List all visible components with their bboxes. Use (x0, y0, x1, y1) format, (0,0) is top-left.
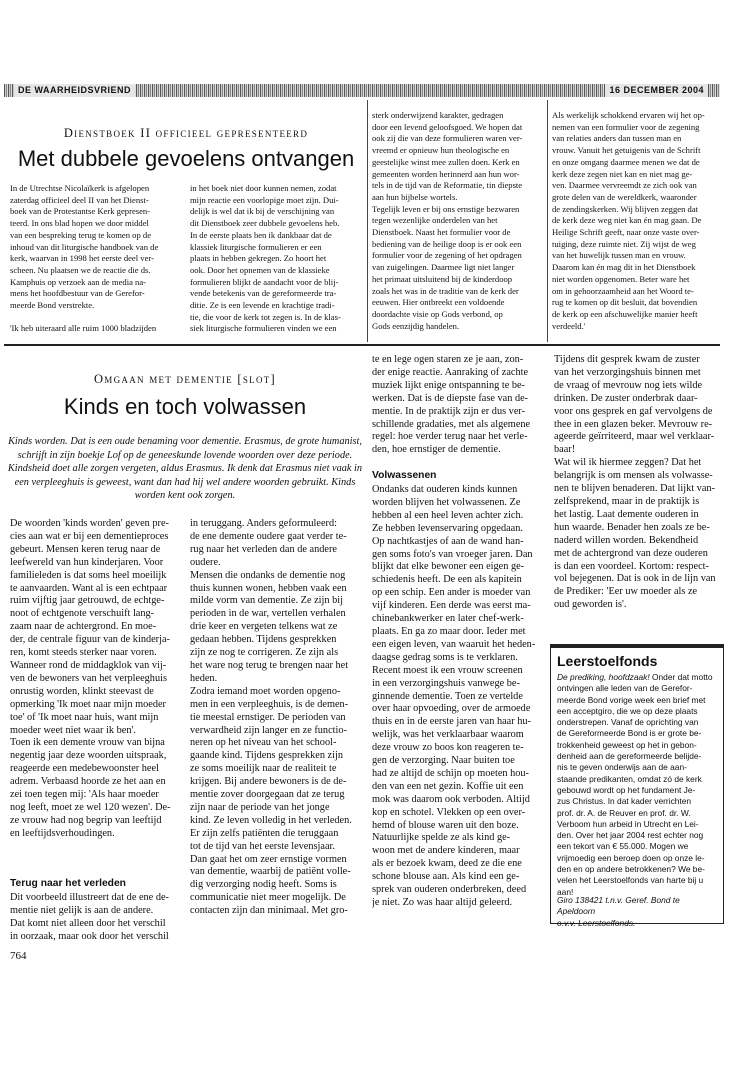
article1-column-3: sterk onderwijzend karakter, gedragen door een levend geloofsgoed. We hopen dat ook zij die van deze formulieren waren ver- vreemd er opnieuw hun theologische en geestelijke winst mee zullen doen. Kerk en gemeenten worden herinnerd aan hun wor- tels in de tijd van de Reformatie, tin diepste aan hun bijbelse wortels. Tegelijk leven er bij ons ernstige bezwaren tegen wezenlijke onderdelen van het Dienstboek. Naast het formulier voor de bediening van de heilige doop is er ook een formulier voor de zegening of het opdragen van zuigelingen. Daarmee ligt niet langer het primaat uitsluitend bij de kinderdoop zoals het was in de traditie van de kerk der eeuwen. Hier ontbreekt een voldoende doordachte visie op Gods verbond, op Gods eenzijdig handelen. (372, 110, 523, 331)
article1-column-2: in het boek niet door kunnen nemen, zodat mijn reactie een voorlopige moet zijn. Dui- delijk is wel dat ik bij de verschijning van dit Dienstboek zeer dubbele gevoelens heb. In de eerste plaats ben ik dankbaar dat de klassiek liturgische formulieren er een plaats in hebben gekregen. Zo hoort het ook. Door het opnemen van de klassieke formulieren blijkt de aandacht voor de blij- vende betekenis van de gereformeerde tra- ditie. Ze is een levende en krachtige tradi- tie, die voor de kerk tot zegen is. In de klas- siek liturgische formulieren vinden we een (190, 183, 341, 334)
article-separator (4, 344, 720, 346)
leerstoelfonds-box (550, 644, 724, 928)
column-divider (367, 100, 368, 342)
column-divider (547, 100, 548, 342)
article2-headline: Kinds en toch volwassen (63, 394, 307, 419)
subhead-volwassenen: Volwassenen (372, 470, 437, 481)
article2-column-1b: Dit voorbeeld illustreert dat de ene de- mentie niet gelijk is aan de andere. Dat komt niet alleen door het verschil in oorzaak, maar ook door het verschil (10, 892, 169, 942)
box-title: Leerstoelfonds (557, 653, 658, 669)
article1-column-1: In de Utrechtse Nicolaïkerk is afgelopen zaterdag officieel deel II van het Dienst- boek van de Protestantse Kerk gepresen- teerd. In ons blad hopen we door middel van een bespreking terug te komen op de inhoud van dit liturgische handboek van de kerk, waarvan in 1998 het eerste deel ver- scheen. Nu plaatsen we de reactie die ds. Kamphuis op verzoek aan de media na- mens het hoofdbestuur van de Gerefor- meerde Bond verstrekte. 'Ik heb uiteraard alle ruim 1000 bladzijden (10, 183, 159, 334)
article2-column-1: De woorden 'kinds worden' geven pre- cies aan wat er bij een dementieproces gebeurt. Mensen keren terug naar de leefwereld van hun kinderjaren. Voor familieleden is dat soms heel moeilijk te aanvaarden. Want al is een echtpaar ruim vijftig jaar getrouwd, de echtge- noot of echtgenote verschuift lang- zaam naar de achtergrond. En moe- der, de centrale figuur van de kinderja- ren, komt steeds sterker naar voren. Wanneer rond de middagklok van vij- ven de bewoners van het verpleeghuis onrustig worden, klinkt steevast de opmerking 'Ik moet naar mijn moeder toe' of 'Ik moet naar huis, want mijn moeder weet niet waar ik ben'. Toen ik een demente vrouw van bijna negentig jaar deze woorden uitspraak, reageerde een medebewoonster heel adrem. Verbaasd hoorde ze het aan en zei toen tegen mij: 'Als haar moeder nog leeft, moet ze wel 120 wezen'. De- ze vrouw had nog begrip van leeftijd en leeftijdsverhoudingen. (10, 518, 171, 839)
article2-kicker: Omgaan met dementie [slot] (93, 372, 276, 386)
issue-date: 16 DECEMBER 2004 (605, 84, 708, 97)
box-lead: De prediking, hoofdzaak! (557, 672, 650, 682)
article2-column-3a: te en lege ogen staren ze je aan, zon- der enige reactie. Aanraking of zachte muziek lijkt enige ontspanning te be- werken. Dat is de diepste fase van de- mentie. In de praktijk zijn er dus ver- schillende gradaties, met als algemene regel: hoe verder terug naar het verle- den, hoe ernstiger de dementie. (372, 354, 531, 456)
box-text: Onder dat motto ontvingen alle leden van de Gerefor- meerde Bond vorige week een brief met een acceptgiro, die we op deze plaats onderstrepen. Vanaf de oprichting van de Gereformeerde Bond is er grote be- trokkenheid geweest op het in gebon- denheid aan de gereformeerde belijde- nis te geven onderwijs aan de aan- staande predikanten, omdat zó de kerk gebouwd wordt op het fundament Je- zus Christus. In dat kader verrichten prof. dr. A. de Reuver en prof. dr. W. Verboom hun arbeid in Utrecht en Lei- den. Over het jaar 2004 rest echter nog een tekort van € 55.000. Mogen we vrijmoedig een beroep doen op onze le- den en op andere betrokkenen? We be- velen het Leerstoelfonds van harte bij u aan! (557, 672, 713, 897)
masthead-bar (4, 84, 720, 97)
box-footer: Giro 138421 t.n.v. Geref. Bond te Apeldoorn o.v.v. Leerstoelfonds. (557, 895, 680, 928)
article2-intro: Kinds worden. Dat is een oude benaming voor dementie. Erasmus, de grote humanist, schrijft in zijn boekje Lof op de geneeskunde lovende woorden over deze periode. Kindsheid doet alle zorgen vergeten, aldus Erasmus. Ik denk dat Erasmus niet vaak in een verpleeghuis is geweest, want dan had hij wel andere woorden gebruikt. Kinds worden kent ook zorgen. (7, 436, 363, 502)
box-top-rule (551, 645, 723, 648)
subhead-terug: Terug naar het verleden (10, 878, 126, 889)
article2-column-3b: Ondanks dat ouderen kinds kunnen worden blijven het volwassenen. Ze hebben al een heel leven achter zich. Ze hebben levenservaring opgedaan. Op nachtkastjes of aan de wand han- gen soms foto's van vroeger jaren. Dan blijkt dat elke bewoner een eigen ge- schiedenis heeft. De een als kapitein op een schip. Een ander is moeder van vijf kinderen. Een derde was eerst ma- chinebankwerker en later chef-werk- plaats. En ga zo maar door. Ieder met een eigen leven, van waaruit het heden- daagse gedrag soms is te verklaren. Recent moest ik een vrouw screenen in een verzorgingshuis vanwege be- ginnende dementie. Toen ze vertelde over haar opvoeding, over de armoede thuis en in de eerste jaren van haar hu- welijk, was het verklaarbaar waarom deze vrouw zo boos kon reageren te- gen de verzorging. Naar buiten toe had ze altijd de schijn op moeten hou- den van een net gezin. Koffie uit een mok was daarom ook verboden. Altijd kop en schotel. Vlekken op een over- hemd of blouse waren uit den boze. Natuurlijke spelde ze als kind ge- woon met de andere kinderen, maar als er bezoek kwam, deed ze die ene schone blouse aan. Als kind een ge- sprek van ouderen onderbreken, deed je niet. Zo was haar altijd geleerd. (372, 484, 536, 908)
page-number: 764 (10, 950, 27, 962)
article1-kicker: Dienstboek II officieel gepresenteerd (63, 126, 309, 140)
box-body (557, 672, 719, 898)
publication-name: DE WAARHEIDSVRIEND (14, 84, 135, 97)
article2-column-2: in teruggang. Anders geformuleerd: de ene demente oudere gaat verder te- rug naar het verleden dan de andere oudere. Mensen die ondanks de dementie nog thuis kunnen wonen, hebben vaak een milde vorm van dementie. Ze zijn bij perioden in de war, vertellen verhalen drie keer en vergeten telkens wat ze gedaan hebben. Tijdens gesprekken zijn ze nog te corrigeren. Ze zijn als het ware nog terug te brengen naar het heden. Zodra iemand moet worden opgeno- men in een verpleeghuis, is de demen- tie meestal ernstiger. De perioden van verwardheid zijn langer en ze functio- neren op het niveau van het school- gaande kind. Tijdens gesprekken zijn ze soms moeilijk naar de realiteit te krijgen. Bij andere bewoners is de de- mentie zover doorgegaan dat ze terug zijn naar de periode van het jonge kind. Ze leven volledig in het verleden. Er zijn zelfs patiënten die teruggaan tot de tijd van het eerste levensjaar. Dan gaat het om zeer ernstige vormen van dementie, waarbij de patiënt volle- dig verzorging nodig heeft. Soms is communicatie niet meer mogelijk. De contacten zijn dan minimaal. Met gro- (190, 518, 352, 917)
article2-column-4: Tijdens dit gesprek kwam de zuster van het verzorgingshuis binnen met de vraag of mevrouw nog iets wilde drinken. De zuster onderbrak daar- voor ons gesprek en gaf vervolgens de thee in een glazen beker. Mevrouw re- ageerde geïrriteerd, maar wel verklaar- baar! Wat wil ik hiermee zeggen? Dat het belangrijk is om mensen als volwasse- nen te blijven benaderen. Dat lijkt van- zelfsprekend, maar in de praktijk is het lastig. Laat demente ouderen in hun waarde. Benader hen zoals ze be- naderd willen worden. Bekendheid met de achtergrond van deze ouderen is dan een voordeel. Kortom: respect- vol bejegenen. Dat is ook in de lijn van de Prediker: 'Eer uw moeder als ze oud geworden is'. (554, 354, 716, 611)
article1-headline: Met dubbele gevoelens ontvangen (17, 146, 355, 171)
article1-column-4: Als werkelijk schokkend ervaren wij het op- nemen van een formulier voor de zegening van relaties anders dan tussen man en vrouw. Vanuit het getuigenis van de Schrift en onze omgang daarmee menen we dat de kerk deze zegen niet kan en niet mag ge- ven. Daarmee vervreemdt ze zich ook van grote delen van de wereldkerk, waaronder de zendingskerken. Wij blijven zeggen dat de kerk deze weg niet kan én mag gaan. De Heilige Schrift geeft, naar onze vaste over- tuiging, deze ruimte niet. Zij wijst de weg van het huwelijk tussen man en vrouw. Daarom kan én mag dit in het Dienstboek niet worden opgenomen. Beter ware het om in gehoorzaamheid aan het Woord te- rug te komen op dit besluit, dat bovendien de kerk op een afschuwelijke manier heeft verdeeld.' (552, 110, 705, 331)
